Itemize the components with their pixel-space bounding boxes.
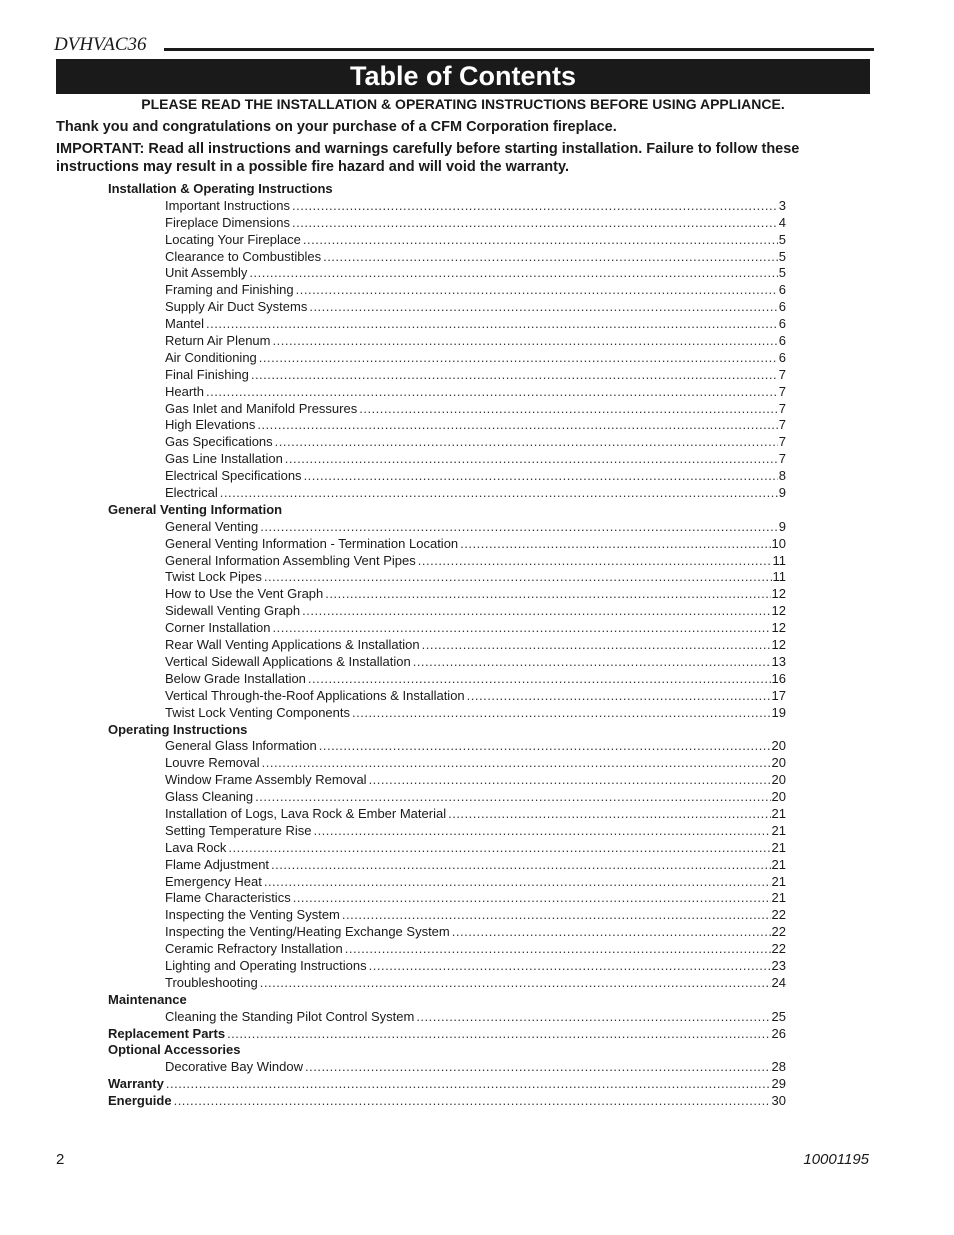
toc-section	[108, 502, 786, 519]
toc-entry	[108, 890, 786, 907]
toc-entry	[108, 755, 786, 772]
toc-entry	[108, 840, 786, 857]
toc-entry	[108, 265, 786, 282]
toc-label: Mantel	[165, 316, 205, 332]
toc-label: Decorative Bay Window	[165, 1059, 303, 1075]
toc-entry	[108, 975, 786, 992]
toc-label: Installation of Logs, Lava Rock & Ember Material	[165, 805, 447, 821]
toc-label: Warranty	[108, 1076, 164, 1092]
toc-entry	[108, 384, 786, 401]
toc-label: Vertical Sidewall Applications & Installation	[165, 653, 411, 669]
toc-entry	[108, 857, 786, 874]
dot-leader	[467, 688, 771, 705]
dot-leader	[220, 485, 778, 502]
toc-label: Flame Characteristics	[165, 890, 291, 906]
toc-label: Supply Air Duct Systems	[165, 299, 308, 315]
toc-entry	[108, 299, 786, 316]
toc-entry	[108, 215, 786, 232]
toc-entry	[108, 282, 786, 299]
toc-entry	[108, 451, 786, 468]
toc-page-number: 7	[778, 383, 786, 399]
toc-entry	[108, 1059, 786, 1076]
toc-page-number: 19	[771, 704, 786, 720]
dot-leader	[460, 536, 770, 553]
toc-label: Sidewall Venting Graph	[165, 603, 301, 619]
toc-section	[108, 181, 786, 198]
toc-entry	[108, 249, 786, 266]
toc-page-number: 6	[778, 333, 786, 349]
toc-entry	[108, 553, 786, 570]
toc-page-number: 22	[771, 907, 786, 923]
toc-entry	[108, 941, 786, 958]
toc-label: Window Frame Assembly Removal	[165, 772, 367, 788]
toc-label: Inspecting the Venting System	[165, 907, 340, 923]
toc-page-number: 22	[771, 941, 786, 957]
toc-page-number: 20	[771, 738, 786, 754]
dot-leader	[227, 1026, 770, 1043]
dot-leader	[262, 755, 771, 772]
toc-page-number: 12	[771, 620, 786, 636]
toc-page-number: 20	[771, 755, 786, 771]
dot-leader	[228, 840, 770, 857]
toc-page-number: 20	[771, 789, 786, 805]
toc-label: Louvre Removal	[165, 755, 260, 771]
toc-entry	[108, 705, 786, 722]
toc-page-number: 28	[771, 1059, 786, 1075]
toc-page-number: 5	[778, 248, 786, 264]
dot-leader	[369, 772, 771, 789]
toc-label: General Information Assembling Vent Pipes	[165, 552, 416, 568]
toc-label: Return Air Plenum	[165, 333, 271, 349]
dot-leader	[325, 586, 770, 603]
dot-leader	[271, 857, 770, 874]
toc-label: Gas Line Installation	[165, 451, 283, 467]
page-title: Table of Contents	[56, 59, 870, 94]
toc-label: Air Conditioning	[165, 349, 257, 365]
toc-page-number: 26	[771, 1025, 786, 1041]
toc-label: Final Finishing	[165, 366, 249, 382]
toc-label: Glass Cleaning	[165, 789, 254, 805]
dot-leader	[345, 941, 771, 958]
toc-page-number: 7	[778, 400, 786, 416]
toc-page-number: 21	[771, 890, 786, 906]
toc-entry	[108, 823, 786, 840]
toc-label: Replacement Parts	[108, 1025, 226, 1041]
toc-page-number: 25	[771, 1008, 786, 1024]
toc-page-number: 16	[771, 670, 786, 686]
dot-leader	[260, 519, 778, 536]
toc-entry	[108, 671, 786, 688]
toc-label: Lighting and Operating Instructions	[165, 957, 367, 973]
toc-entry	[108, 367, 786, 384]
toc-entry	[108, 789, 786, 806]
dot-leader	[206, 316, 778, 333]
toc-entry	[108, 586, 786, 603]
toc-label: Vertical Through-the-Roof Applications & Installation	[165, 687, 465, 703]
dot-leader	[273, 333, 778, 350]
toc-page-number: 21	[771, 822, 786, 838]
page-number: 2	[56, 1151, 65, 1168]
toc-section	[108, 1042, 786, 1059]
toc-entry	[108, 519, 786, 536]
toc-label: Energuide	[108, 1093, 172, 1109]
dot-leader	[292, 215, 778, 232]
toc-label: Inspecting the Venting/Heating Exchange System	[165, 924, 450, 940]
toc-entry	[108, 316, 786, 333]
toc-label: Operating Instructions	[108, 721, 248, 737]
toc-page-number: 8	[778, 468, 786, 484]
dot-leader	[359, 401, 778, 418]
model-number: DVHVAC36	[54, 34, 147, 55]
dot-leader	[418, 553, 772, 570]
dot-leader	[292, 198, 778, 215]
toc-section	[108, 1026, 786, 1043]
toc-entry	[108, 1009, 786, 1026]
dot-leader	[275, 434, 778, 451]
toc-entry	[108, 738, 786, 755]
toc-label: Rear Wall Venting Applications & Installation	[165, 637, 420, 653]
toc-label: Gas Specifications	[165, 434, 273, 450]
toc-page-number: 21	[771, 805, 786, 821]
dot-leader	[342, 907, 771, 924]
toc-page-number: 20	[771, 772, 786, 788]
toc-label: Below Grade Installation	[165, 670, 306, 686]
read-instructions-notice: PLEASE READ THE INSTALLATION & OPERATING INSTRUCTIONS BEFORE USING APPLIANCE.	[141, 96, 785, 112]
dot-leader	[416, 1009, 770, 1026]
toc-page-number: 12	[771, 586, 786, 602]
toc-entry	[108, 536, 786, 553]
toc-label: Electrical	[165, 485, 218, 501]
toc-page-number: 4	[778, 214, 786, 230]
toc-entry	[108, 232, 786, 249]
dot-leader	[309, 299, 777, 316]
dot-leader	[304, 468, 778, 485]
toc-label: Optional Accessories	[108, 1042, 241, 1058]
toc-entry	[108, 654, 786, 671]
toc-entry	[108, 874, 786, 891]
dot-leader	[305, 1059, 771, 1076]
toc-page-number: 22	[771, 924, 786, 940]
toc-entry	[108, 620, 786, 637]
toc-page-number: 17	[771, 687, 786, 703]
dot-leader	[264, 569, 772, 586]
toc-page-number: 9	[778, 518, 786, 534]
dot-leader	[413, 654, 771, 671]
toc-page-number: 21	[771, 839, 786, 855]
toc-label: General Venting Information	[108, 501, 283, 517]
toc-page-number: 29	[771, 1076, 786, 1092]
dot-leader	[257, 417, 777, 434]
toc-page-number: 24	[771, 974, 786, 990]
dot-leader	[422, 637, 771, 654]
toc-label: How to Use the Vent Graph	[165, 586, 324, 602]
toc-entry	[108, 468, 786, 485]
dot-leader	[308, 671, 771, 688]
toc-page-number: 7	[778, 366, 786, 382]
dot-leader	[285, 451, 778, 468]
dot-leader	[260, 975, 771, 992]
toc-label: Corner Installation	[165, 620, 271, 636]
dot-leader	[206, 384, 778, 401]
dot-leader	[296, 282, 778, 299]
toc-page-number: 10	[771, 535, 786, 551]
toc-entry	[108, 485, 786, 502]
dot-leader	[166, 1076, 771, 1093]
toc-entry	[108, 350, 786, 367]
toc-entry	[108, 924, 786, 941]
toc-page-number: 21	[771, 856, 786, 872]
toc-label: General Venting	[165, 518, 259, 534]
dot-leader	[259, 350, 778, 367]
dot-leader	[452, 924, 771, 941]
toc-entry	[108, 569, 786, 586]
toc-label: Twist Lock Pipes	[165, 569, 262, 585]
dot-leader	[273, 620, 771, 637]
toc-entry	[108, 806, 786, 823]
dot-leader	[319, 738, 771, 755]
dot-leader	[313, 823, 770, 840]
toc-label: Installation & Operating Instructions	[108, 181, 333, 196]
toc-entry	[108, 772, 786, 789]
dot-leader	[369, 958, 771, 975]
table-of-contents	[108, 181, 786, 1110]
toc-label: High Elevations	[165, 417, 256, 433]
toc-page-number: 13	[771, 653, 786, 669]
toc-entry	[108, 907, 786, 924]
document-number: 10001195	[803, 1151, 869, 1168]
toc-page-number: 7	[778, 417, 786, 433]
toc-page-number: 30	[771, 1093, 786, 1109]
toc-entry	[108, 688, 786, 705]
header-rule	[164, 48, 874, 51]
toc-page-number: 23	[771, 957, 786, 973]
toc-entry	[108, 637, 786, 654]
toc-page-number: 12	[771, 637, 786, 653]
toc-section	[108, 722, 786, 739]
toc-entry	[108, 401, 786, 418]
dot-leader	[352, 705, 771, 722]
toc-label: Gas Inlet and Manifold Pressures	[165, 400, 358, 416]
toc-section	[108, 1093, 786, 1110]
toc-label: Cleaning the Standing Pilot Control System	[165, 1008, 415, 1024]
toc-label: Unit Assembly	[165, 265, 248, 281]
toc-label: Twist Lock Venting Components	[165, 704, 350, 720]
toc-label: Important Instructions	[165, 197, 290, 213]
toc-page-number: 6	[778, 316, 786, 332]
toc-label: Electrical Specifications	[165, 468, 302, 484]
toc-section	[108, 992, 786, 1009]
toc-page-number: 7	[778, 451, 786, 467]
toc-label: Lava Rock	[165, 839, 227, 855]
dot-leader	[174, 1093, 771, 1110]
toc-label: Hearth	[165, 383, 205, 399]
toc-label: Fireplace Dimensions	[165, 214, 290, 230]
toc-page-number: 5	[778, 231, 786, 247]
dot-leader	[251, 367, 778, 384]
dot-leader	[249, 265, 777, 282]
toc-label: General Glass Information	[165, 738, 317, 754]
toc-label: Maintenance	[108, 991, 187, 1007]
toc-label: Clearance to Combustibles	[165, 248, 322, 264]
dot-leader	[303, 232, 778, 249]
important-warning: IMPORTANT: Read all instructions and warnings carefully before starting installation. Failure to follow these instructions may result in a possible fire hazard and will void the warranty.	[56, 141, 800, 175]
toc-page-number: 9	[778, 485, 786, 501]
thank-you-text: Thank you and congratulations on your purchase of a CFM Corporation fireplace.	[56, 119, 617, 135]
dot-leader	[448, 806, 770, 823]
toc-page-number: 11	[772, 569, 786, 585]
toc-label: Setting Temperature Rise	[165, 822, 312, 838]
toc-page-number: 12	[771, 603, 786, 619]
toc-page-number: 3	[778, 197, 786, 213]
toc-page-number: 7	[778, 434, 786, 450]
toc-label: Emergency Heat	[165, 873, 262, 889]
toc-label: Framing and Finishing	[165, 282, 294, 298]
dot-leader	[255, 789, 770, 806]
toc-entry	[108, 333, 786, 350]
toc-page-number: 11	[772, 552, 786, 568]
toc-entry	[108, 603, 786, 620]
dot-leader	[323, 249, 778, 266]
toc-entry	[108, 198, 786, 215]
dot-leader	[293, 890, 771, 907]
toc-entry	[108, 417, 786, 434]
toc-page-number: 6	[778, 282, 786, 298]
toc-label: Locating Your Fireplace	[165, 231, 301, 247]
toc-page-number: 5	[778, 265, 786, 281]
toc-page-number: 6	[778, 299, 786, 315]
dot-leader	[302, 603, 770, 620]
toc-label: Troubleshooting	[165, 974, 258, 990]
toc-label: Flame Adjustment	[165, 856, 270, 872]
toc-label: Ceramic Refractory Installation	[165, 941, 343, 957]
toc-page-number: 6	[778, 349, 786, 365]
toc-label: General Venting Information - Termination Location	[165, 535, 459, 551]
toc-page-number: 21	[771, 873, 786, 889]
toc-entry	[108, 434, 786, 451]
toc-section	[108, 1076, 786, 1093]
toc-entry	[108, 958, 786, 975]
dot-leader	[264, 874, 771, 891]
